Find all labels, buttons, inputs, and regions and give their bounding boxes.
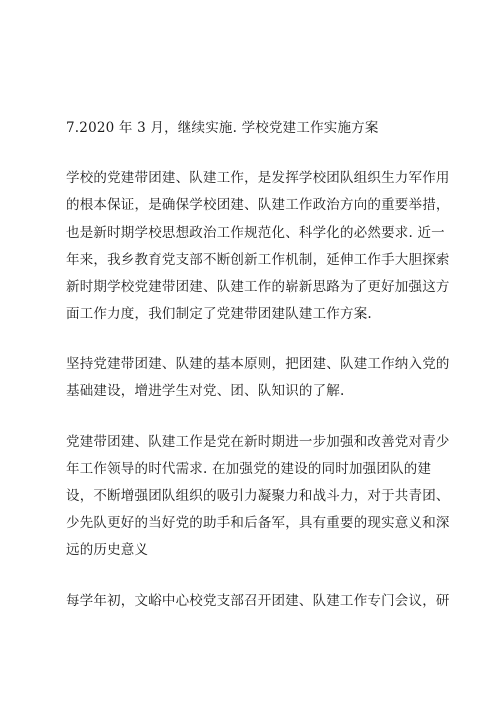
paragraph-4-line-1: 每学年初，文峪中心校党支部召开团建、队建工作专门会议，研 [66, 593, 450, 609]
paragraph-3-line-1: 党建带团建、队建工作是党在新时期进一步加强和改善党对青少 [66, 434, 450, 450]
paragraph-1-line-2: 的根本保证，是确保学校团建、队建工作政治方向的重要举措， [66, 197, 450, 213]
paragraph-1-line-1: 学校的党建带团建、队建工作，是发挥学校团队组织生力军作用 [66, 170, 450, 186]
paragraph-1-line-5: 新时期学校党建带团建、队建工作的崭新思路为了更好加强这方 [66, 279, 450, 295]
paragraph-3-line-2: 年工作领导的时代需求. 在加强党的建设的同时加强团队的建 [66, 461, 432, 477]
paragraph-1-line-6: 面工作力度，我们制定了党建带团建队建工作方案. [66, 306, 372, 322]
paragraph-3-line-5: 远的历史意义 [66, 542, 149, 558]
paragraph-3-line-3: 设，不断增强团队组织的吸引力凝聚力和战斗力，对于共青团、 [66, 488, 450, 504]
paragraph-2-line-1: 坚持党建带团建、队建的基本原则，把团建、队建工作纳入党的 [66, 356, 450, 372]
section-heading: 7.2020 年 3 月，继续实施. 学校党建工作实施方案 [66, 120, 379, 136]
paragraph-2-line-2: 基础建设，增进学生对党、团、队知识的了解. [66, 383, 345, 399]
paragraph-1-line-4: 年来，我乡教育党支部不断创新工作机制，延伸工作手大胆探索 [66, 252, 450, 268]
paragraph-3-line-4: 少先队更好的当好党的助手和后备军，具有重要的现实意义和深 [66, 515, 450, 531]
paragraph-1-line-3: 也是新时期学校思想政治工作规范化、科学化的必然要求. 近一 [66, 225, 445, 241]
